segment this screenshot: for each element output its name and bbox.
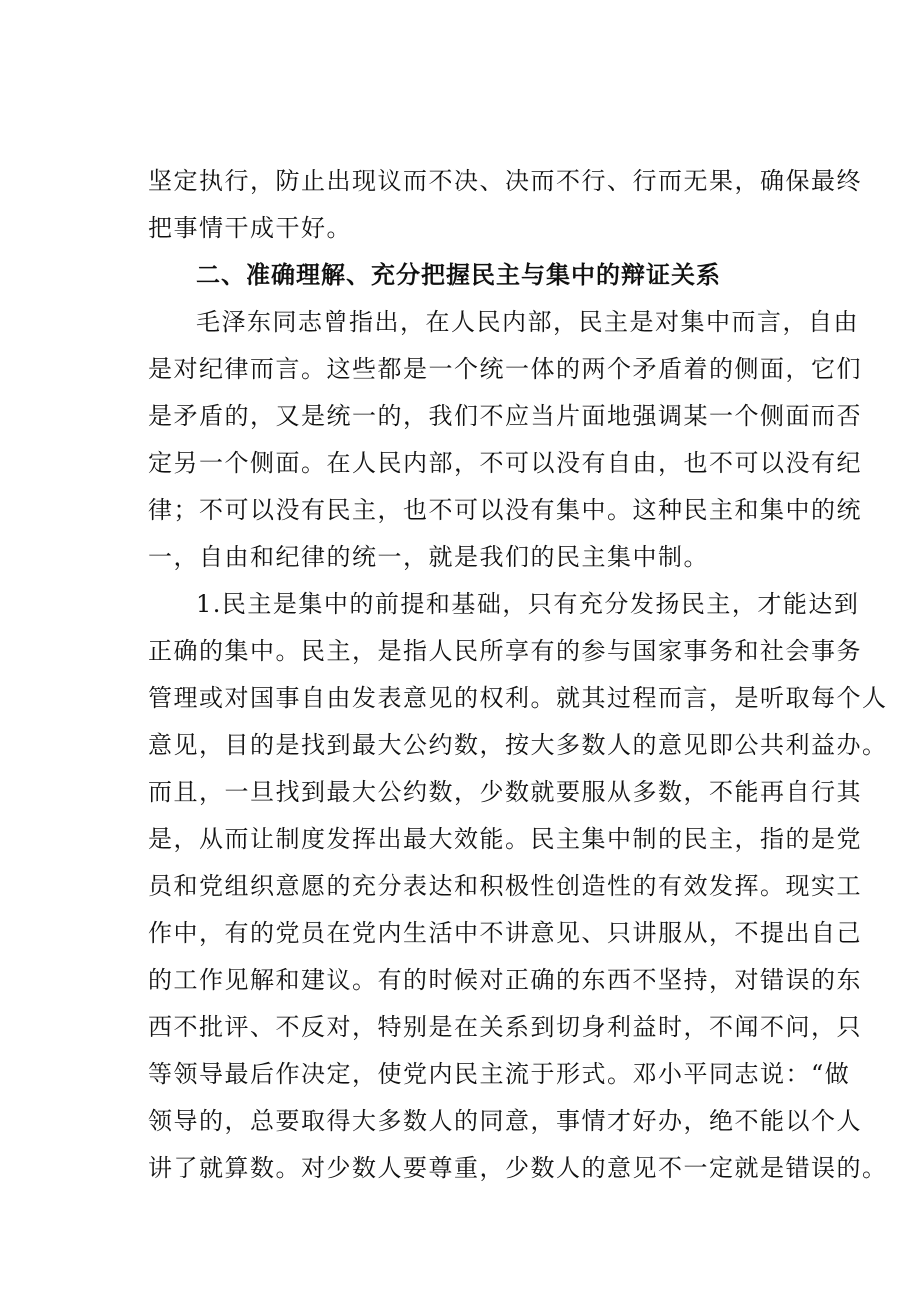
body-line: 坚定执行，防止出现议而不决、决而不行、行而无果，确保最终 (148, 167, 862, 195)
body-line: 是，从而让制度发挥出最大效能。民主集中制的民主，指的是党 (148, 825, 862, 853)
body-line: 是对纪律而言。这些都是一个统一体的两个矛盾着的侧面，它们 (148, 355, 862, 383)
paragraph-first-line: 毛泽东同志曾指出，在人民内部，民主是对集中而言，自由 (196, 308, 859, 336)
document-body (148, 158, 888, 1192)
body-line: 员和党组织意愿的充分表达和积极性创造性的有效发挥。现实工 (148, 872, 862, 900)
body-line: 等领导最后作决定，使党内民主流于形式。邓小平同志说：“做 (148, 1060, 851, 1088)
section-heading: 二、准确理解、充分把握民主与集中的辩证关系 (196, 261, 721, 289)
body-line: 定另一个侧面。在人民内部，不可以没有自由，也不可以没有纪 (148, 449, 862, 477)
body-line: 是矛盾的，又是统一的，我们不应当片面地强调某一个侧面而否 (148, 402, 862, 430)
paragraph-first-line: 1.民主是集中的前提和基础，只有充分发扬民主，才能达到 (196, 590, 860, 618)
body-line: 意见，目的是找到最大公约数，按大多数人的意见即公共利益办。 (148, 731, 888, 759)
body-line: 一，自由和纪律的统一，就是我们的民主集中制。 (148, 543, 709, 571)
body-line: 讲了就算数。对少数人要尊重，少数人的意见不一定就是错误的。 (148, 1154, 888, 1182)
body-line: 律；不可以没有民主，也不可以没有集中。这种民主和集中的统 (148, 496, 862, 524)
body-line: 把事情干成干好。 (148, 214, 352, 242)
body-line: 作中，有的党员在党内生活中不讲意见、只讲服从，不提出自己 (148, 919, 862, 947)
body-line: 管理或对国事自由发表意见的权利。就其过程而言，是听取每个人 (148, 684, 888, 712)
body-line: 领导的，总要取得大多数人的同意，事情才好办，绝不能以个人 (148, 1107, 862, 1135)
body-line: 的工作见解和建议。有的时候对正确的东西不坚持，对错误的东 (148, 966, 862, 994)
body-line: 正确的集中。民主，是指人民所享有的参与国家事务和社会事务 (148, 637, 862, 665)
body-line: 西不批评、不反对，特别是在关系到切身利益时，不闻不问，只 (148, 1013, 862, 1041)
body-line: 而且，一旦找到最大公约数，少数就要服从多数，不能再自行其 (148, 778, 862, 806)
